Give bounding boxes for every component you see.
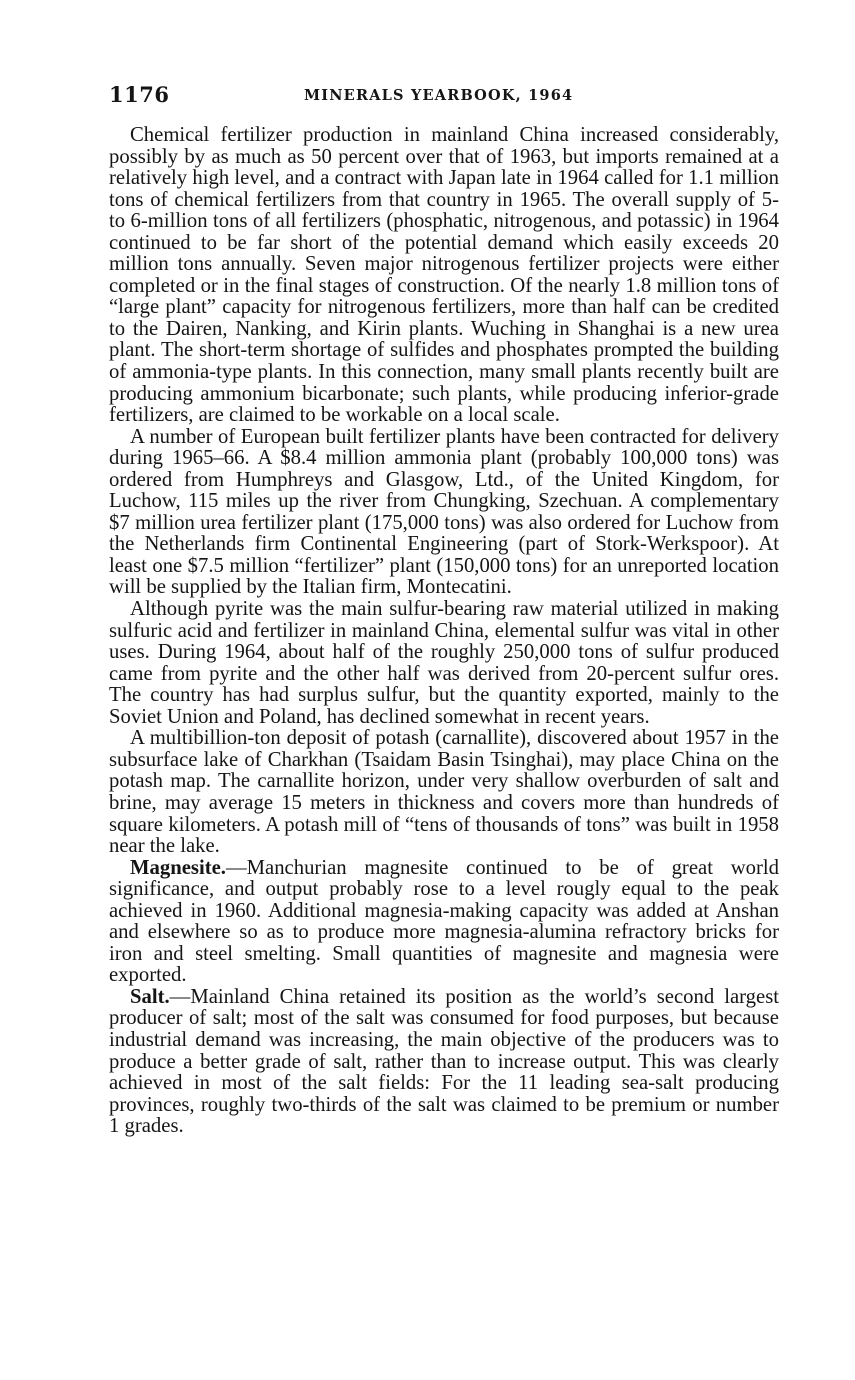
- paragraph-text: A multibillion-ton deposit of potash (carnallite), discovered about 1957 in the subsurface lake of Charkhan (Tsaidam Basin Tsinghai), may place China on the potash map. The carnallite horizon, under very shallow overburden of salt and brine, may average 15 meters in thickness and covers more than hundreds of square kilometers. A potash mill of “tens of thousands of tons” was built in 1958 near the lake.: [109, 727, 779, 858]
- paragraph-potash: [109, 728, 779, 857]
- paragraph-pyrite-sulfur: [109, 599, 779, 728]
- paragraph-magnesite: [109, 858, 779, 987]
- paragraph-text: Chemical fertilizer production in mainland China increased considerably, possibly by as much as 50 percent over that of 1963, but imports remained at a relatively high level, and a contract with Japan late in 1964 called for 1.1 million tons of chemical fertilizers from that country in 1965. The overall supply of 5- to 6-million tons of all fertilizers (phosphatic, nitrogenous, and potassic) in 1964 continued to be far short of the potential demand which easily exceeds 20 million tons annually. Seven major nitrogenous fertilizer projects were either completed or in the final stages of construction. Of the nearly 1.8 million tons of “large plant” capacity for nitrogenous fertilizers, more than half can be credited to the Dairen, Nanking, and Kirin plants. Wuching in Shanghai is a new urea plant. The short-term shortage of sulfides and phosphates prompted the building of ammonia-type plants. In this connection, many small plants recently built are producing ammonium bicarbonate; such plants, while producing inferior-grade fertilizers, are claimed to be workable on a local scale.: [109, 124, 779, 427]
- paragraph-text: —Mainland China retained its position as the world’s second largest producer of salt; most of the salt was consumed for food purposes, but because industrial demand was increasing, the main objective of the producers was to produce a better grade of salt, rather than to increase output. This was clearly achieved in most of the salt fields: For the 11 leading sea-salt producing provinces, roughly two-thirds of the salt was claimed to be premium or number 1 grades.: [109, 985, 779, 1138]
- section-heading-magnesite: Magnesite.: [130, 856, 226, 879]
- paragraph-text: Although pyrite was the main sulfur-bearing raw material utilized in making sulfuric acid and fertilizer in mainland China, elemental sulfur was vital in other uses. During 1964, about half of the roughly 250,000 tons of sulfur produced came from pyrite and the other half was derived from 20-percent sulfur ores. The country has had surplus sulfur, but the quantity exported, mainly to the Soviet Union and Poland, has declined somewhat in recent years.: [109, 598, 779, 728]
- paragraph-salt: [109, 987, 779, 1138]
- paragraph-chemical-fertilizer: [109, 125, 779, 427]
- page-number: 1176: [109, 82, 170, 107]
- running-title: MINERALS YEARBOOK, 1964: [304, 87, 574, 104]
- section-heading-salt: Salt.: [130, 985, 170, 1008]
- paragraph-european-plants: [109, 427, 779, 599]
- paragraph-text: A number of European built fertilizer plants have been contracted for delivery during 1965–66. A $8.4 million ammonia plant (probably 100,000 tons) was ordered from Humphreys and Glasgow, Ltd., of the United Kingdom, for Luchow, 115 miles up the river from Chungking, Szechuan. A complementary $7 million urea fertilizer plant (175,000 tons) was also ordered for Luchow from the Netherlands firm Continental Engineering (part of Stork-Werkspoor). At least one $7.5 million “fertilizer” plant (150,000 tons) for an unreported location will be supplied by the Italian firm, Montecatini.: [109, 425, 779, 599]
- body-text: [109, 125, 779, 1138]
- document-page: [109, 82, 779, 1138]
- running-header: [109, 82, 779, 108]
- paragraph-text: —Manchurian magnesite continued to be of great world significance, and output probably rose to a level rougly equal to the peak achieved in 1960. Additional magnesia-making capacity was added at Anshan and elsewhere so as to produce more magnesia-alumina refractory bricks for iron and steel smelting. Small quantities of magnesite and magnesia were exported.: [109, 856, 779, 987]
